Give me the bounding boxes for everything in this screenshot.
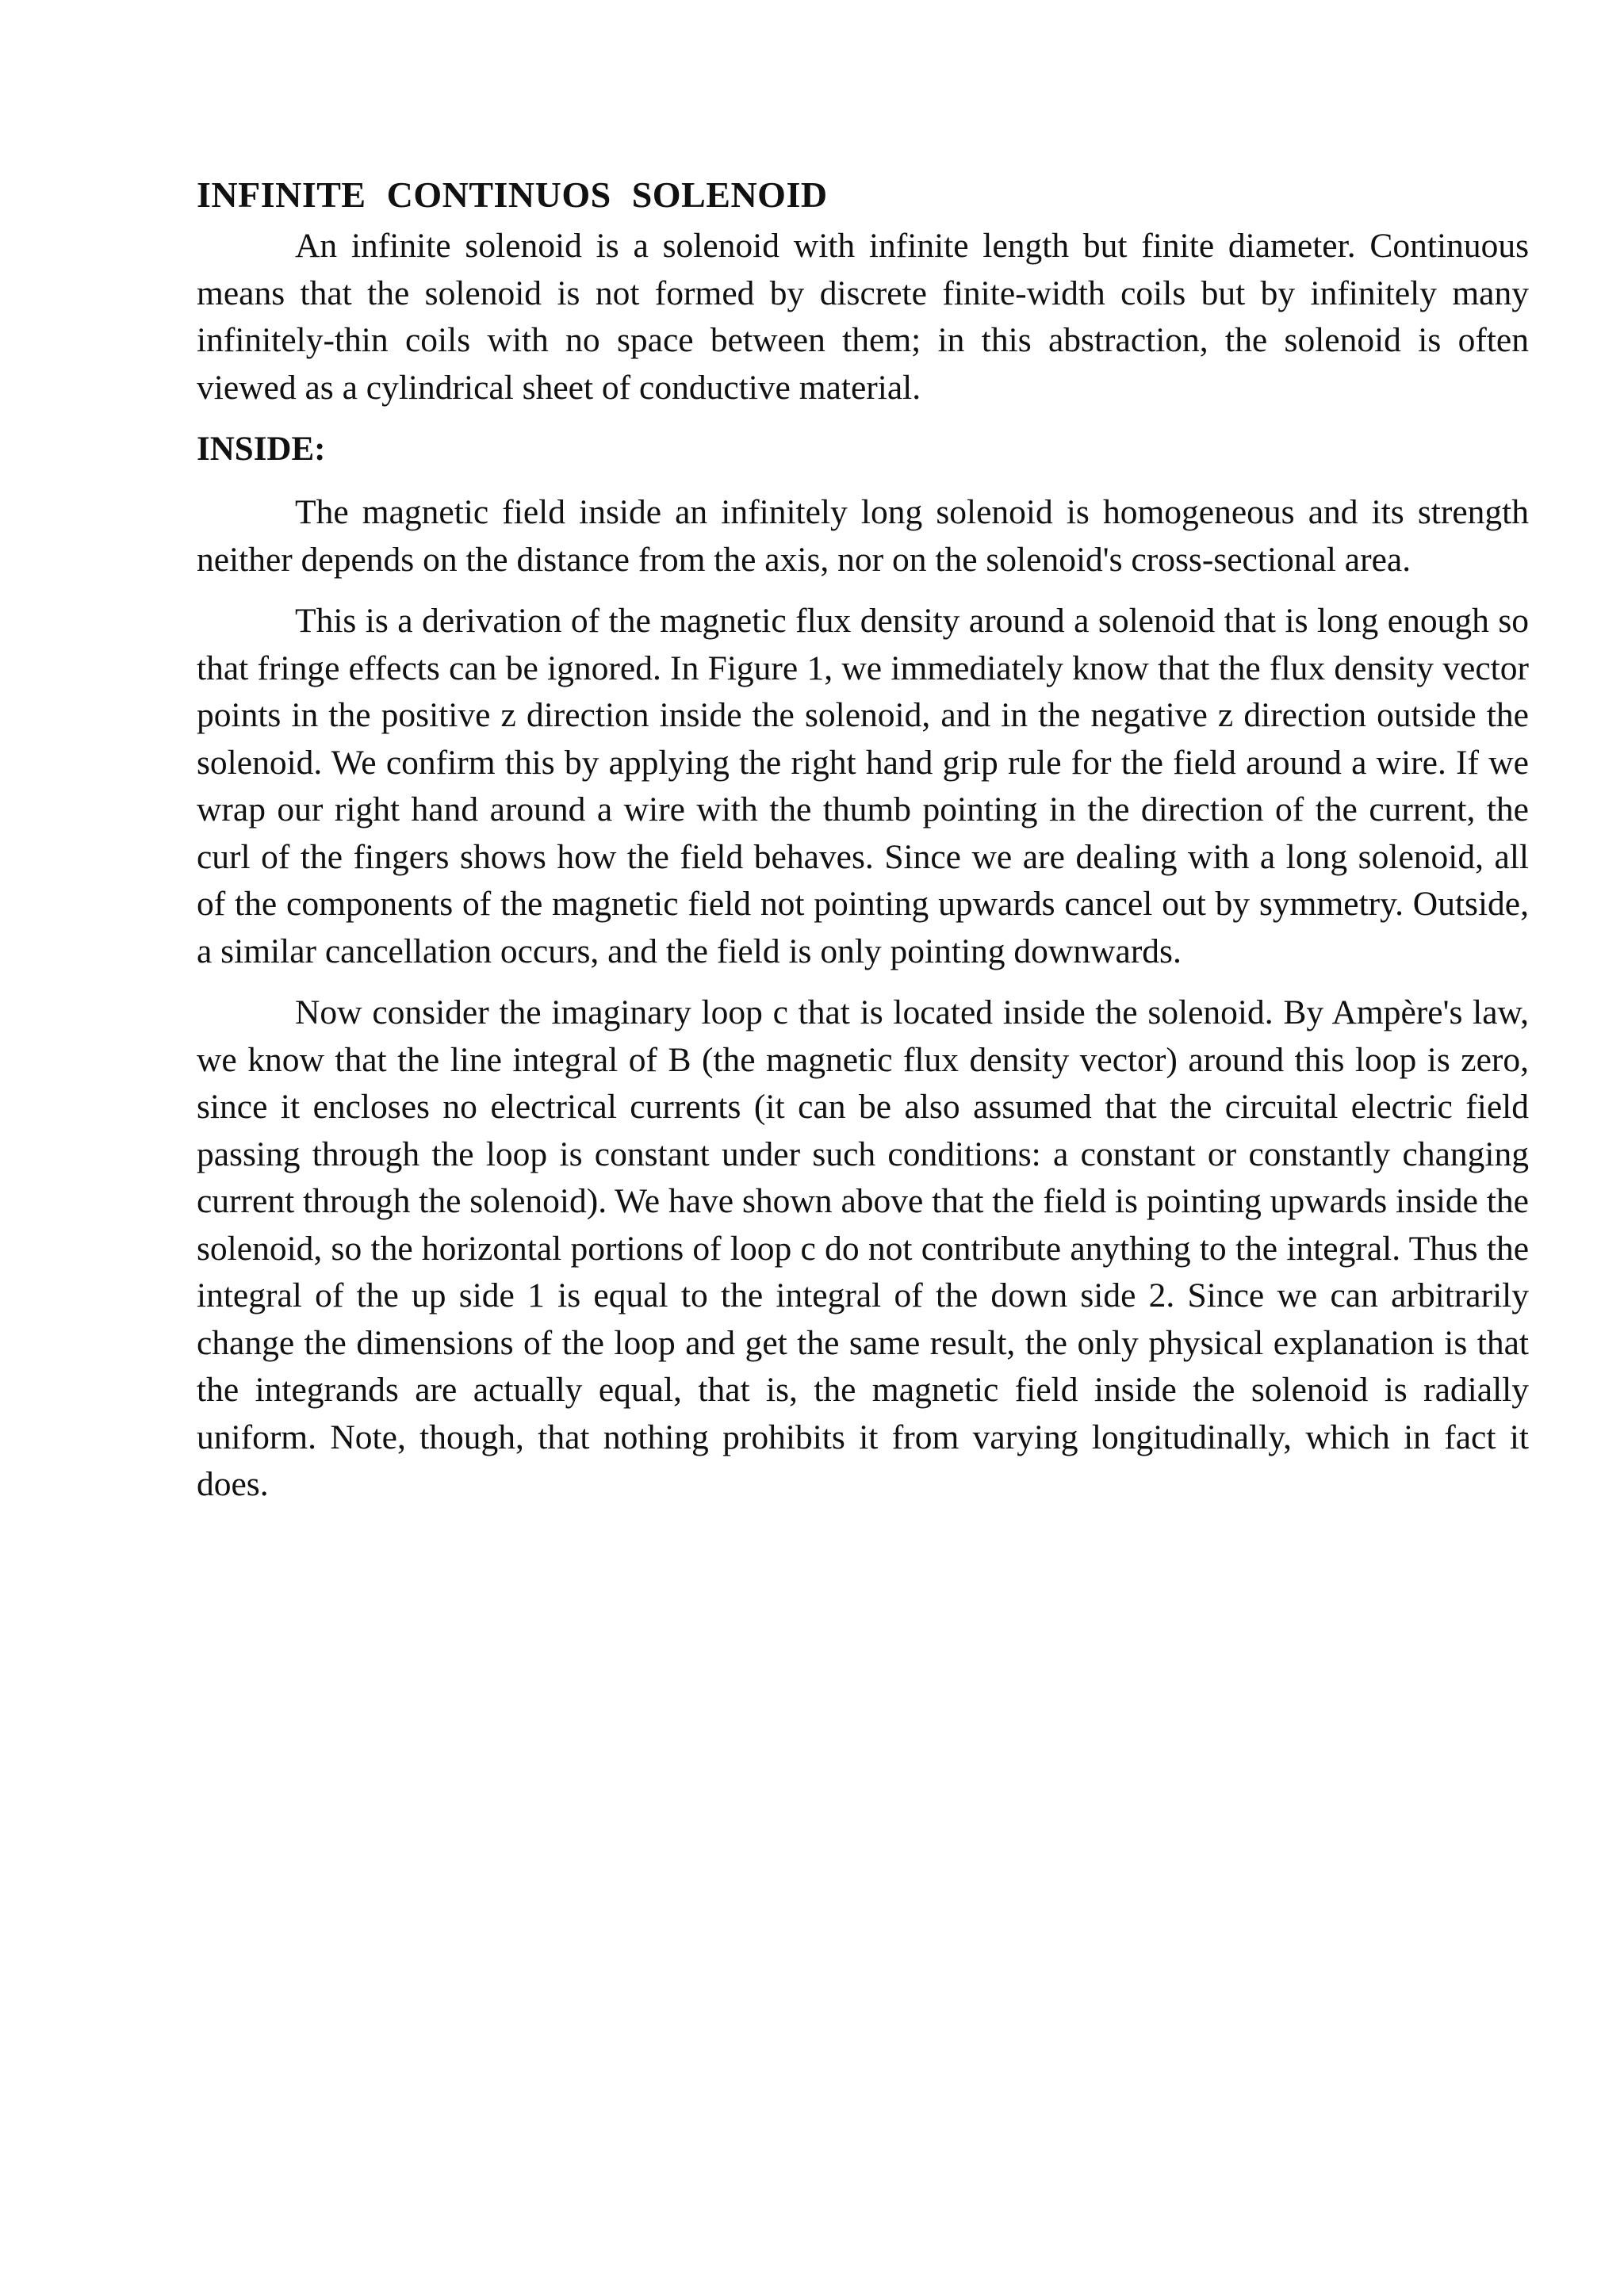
paragraph-derivation: This is a derivation of the magnetic flux density around a solenoid that is long enough so that fringe effects can be ignored. In Figure 1, we immediately know that the flux density vector points in the positive z direction inside the solenoid, and in the negative z direction outside the solenoid. We confirm this by applying the right hand grip rule for the field around a wire. If we wrap our right hand around a wire with the thumb pointing in the direction of the current, the curl of the fingers shows how the field behaves. Since we are dealing with a long solenoid, all of the components of the magnetic field not pointing upwards cancel out by symmetry. Outside, a similar cancellation occurs, and the field is only pointing downwards.	[197, 602, 1529, 970]
section-heading-inside: INSIDE:	[197, 430, 326, 468]
intro-paragraph: An infinite solenoid is a solenoid with infinite length but finite diameter. Continuous means that the solenoid is not formed by discrete finite-width coils but by infinitely many infinitely-thin coils with no space between them; in this abstraction, the solenoid is often viewed as a cylindrical sheet of conductive material.	[197, 227, 1529, 407]
paragraph-field-homogeneous: The magnetic field inside an infinitely long solenoid is homogeneous and its strength neither depends on the distance from the axis, nor on the solenoid's cross-sectional area.	[197, 493, 1529, 579]
document-body	[197, 170, 1529, 1523]
page-title: INFINITE CONTINUOS SOLENOID	[197, 174, 828, 215]
paragraph-ampere-loop: Now consider the imaginary loop c that is located inside the solenoid. By Ampère's law, we know that the line integral of B (the magnetic flux density vector) around this loop is zero, since it encloses no electrical currents (it can be also assumed that the circuital electric field passing through the loop is constant under such conditions: a constant or constantly changing current through the solenoid). We have shown above that the field is pointing upwards inside the solenoid, so the horizontal portions of loop c do not contribute anything to the integral. Thus the integral of the up side 1 is equal to the integral of the down side 2. Since we can arbitrarily change the dimensions of the loop and get the same result, the only physical explanation is that the integrands are actually equal, that is, the magnetic field inside the solenoid is radially uniform. Note, though, that nothing prohibits it from varying longitudinally, which in fact it does.	[197, 993, 1529, 1503]
